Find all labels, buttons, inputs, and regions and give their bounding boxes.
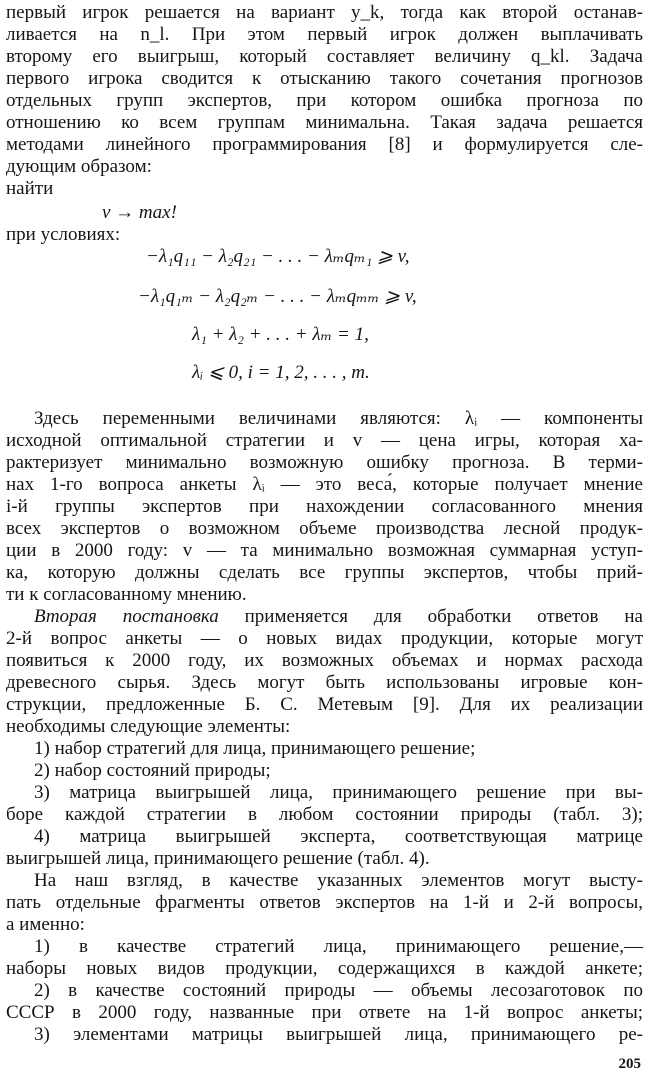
find-label: найти <box>6 178 54 199</box>
text-line: отношению ко всем группам минимальна. Такая задача решается <box>6 112 643 133</box>
text-line: На наш взгляд, в качестве указанных элементов могут высту- <box>34 870 643 891</box>
objective-formula: v → max! <box>102 202 177 223</box>
list-item: 2) в качестве состояний природы — объемы лесозаготовок по <box>34 980 643 1001</box>
text-line: струкции, предложенные Б. С. Метевым [9]. Для их реализации <box>6 694 643 715</box>
constraint-formula: −λ₁q₁ₘ − λ₂q₂ₘ − . . . − λₘqₘₘ ⩾ v, <box>138 286 417 307</box>
list-item: СССР в 2000 году, названные при ответе на 1-й вопрос анкеты; <box>6 1002 643 1023</box>
text-line: древесного сырья. Здесь могут быть использованы игровые кон- <box>6 672 643 693</box>
list-item: 4) матрица выигрышей эксперта, соответствующая матрице <box>34 826 643 847</box>
text-line: рактеризует минимально возможную ошибку прогноза. В терми- <box>6 452 643 473</box>
text-line: а именно: <box>6 914 85 935</box>
text-line: отдельных групп экспертов, при котором ошибка прогноза по <box>6 90 643 111</box>
text-line: ции в 2000 году: v — та минимально возможная суммарная уступ- <box>6 540 643 561</box>
text-line: ти к согласованному мнению. <box>6 584 247 605</box>
text-line: ка, которую должны сделать все группы экспертов, чтобы прий- <box>6 562 643 583</box>
list-item: 1) в качестве стратегий лица, принимающего решение,— <box>34 936 643 957</box>
text-line: необходимы следующие элементы: <box>6 716 291 737</box>
list-item: 1) набор стратегий для лица, принимающего решение; <box>34 738 476 759</box>
text-line: нах 1-го вопроса анкеты λᵢ — это веса́, которые получает мнение <box>6 474 643 495</box>
constraint-formula: λ₁ + λ₂ + . . . + λₘ = 1, <box>192 324 369 345</box>
list-item: 2) набор состояний природы; <box>34 760 271 781</box>
text-line: 2-й вопрос анкеты — о новых видах продукции, которые могут <box>6 628 643 649</box>
text-line: первый игрок решается на вариант y_k, тогда как второй останав- <box>6 2 643 23</box>
text-line: Здесь переменными величинами являются: λᵢ — компоненты <box>34 408 643 429</box>
list-item: 3) матрица выигрышей лица, принимающего решение при вы- <box>34 782 643 803</box>
text-line: методами линейного программирования [8] и формулируется сле- <box>6 134 643 155</box>
page-number: 205 <box>618 1056 641 1072</box>
list-item: боре каждой стратегии в любом состоянии природы (табл. 3); <box>6 804 643 825</box>
text-line: появиться к 2000 году, их возможных объемах и нормах расхода <box>6 650 643 671</box>
list-item: 3) элементами матрицы выигрышей лица, принимающего ре- <box>34 1024 643 1045</box>
text-line: ливается на n_l. При этом первый игрок должен выплачивать <box>6 24 643 45</box>
text-line: первого игрока сводится к отысканию такого сочетания прогнозов <box>6 68 643 89</box>
constraint-formula: −λ₁q₁₁ − λ₂q₂₁ − . . . − λₘqₘ₁ ⩾ v, <box>146 246 410 267</box>
constraint-formula: λᵢ ⩽ 0, i = 1, 2, . . . , m. <box>192 362 370 383</box>
list-item: выигрышей лица, принимающего решение (табл. 4). <box>6 848 430 869</box>
text-line: исходной оптимальной стратегии и v — цена игры, которая ха- <box>6 430 643 451</box>
text-line: второму его выигрыш, который составляет величину q_kl. Задача <box>6 46 643 67</box>
text-line <box>34 606 643 628</box>
conditions-label: при условиях: <box>6 224 121 245</box>
text-line: дующим образом: <box>6 156 152 177</box>
italic-lead: Вторая постановка <box>34 606 219 627</box>
list-item: наборы новых видов продукции, содержащихся в каждой анкете; <box>6 958 643 979</box>
text-line: i-й группы экспертов при нахождении согласованного мнения <box>6 496 643 517</box>
text-span: применяется для обработки ответов на <box>218 606 643 627</box>
text-line: пать отдельные фрагменты ответов экспертов на 1-й и 2-й вопросы, <box>6 892 643 913</box>
text-line: всех экспертов о возможном объеме производства лесной продук- <box>6 518 643 539</box>
